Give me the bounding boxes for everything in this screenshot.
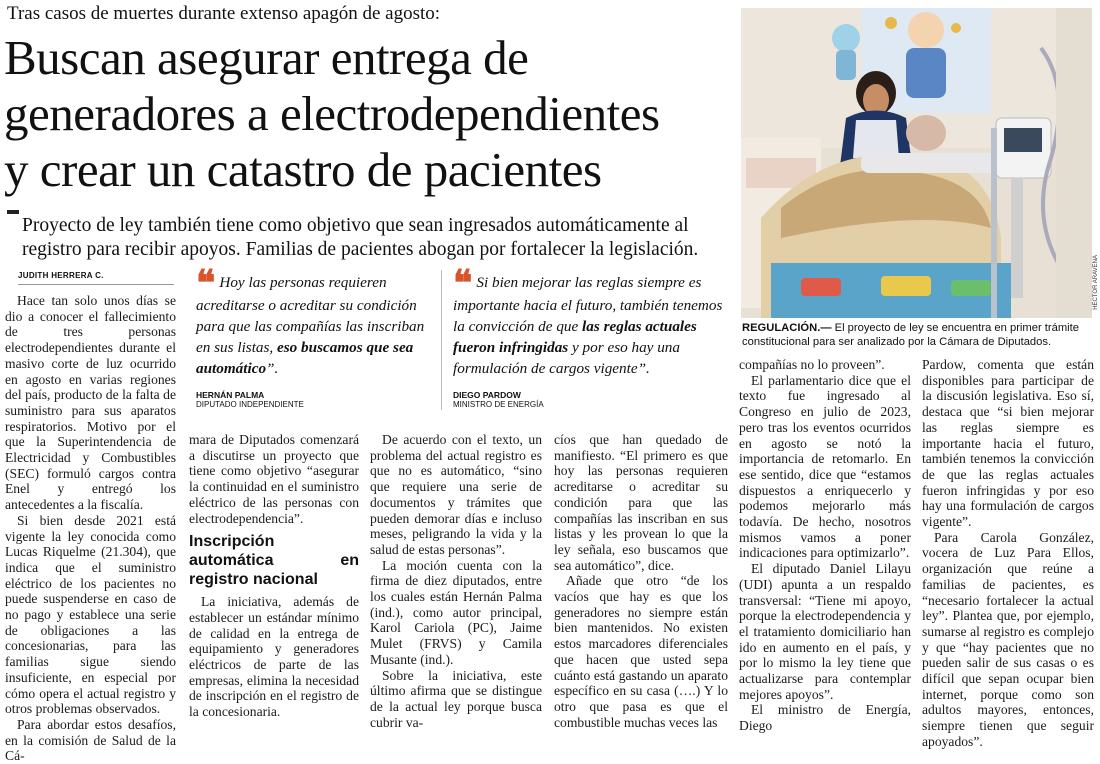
paragraph: De acuerdo con el texto, un problema del actual registro es que no es automático, “sino que requiere una serie de documentos y trámites que pueden demorar días e incluso meses, peligrando la vida y la salud de estas personas”. bbox=[370, 432, 542, 557]
caption-text: El proyecto de ley se encuentra en primer trámite constitucional para ser analizado por la Cámara de Diputados. bbox=[742, 322, 1079, 348]
paragraph: El ministro de Energía, Diego bbox=[739, 702, 911, 734]
paragraph: cíos que han quedado de manifiesto. “El primero es que hoy las personas requieren acreditarse o acreditar su condición para que las compañías las inscriban en sus listas y les provean lo que la ley señala, eso buscamos que sea automático”, dice. bbox=[554, 432, 728, 573]
quote-end: y por eso hay una formulación de cargos vigente”. bbox=[453, 339, 680, 377]
paragraph: Pardow, comenta que están disponibles para participar de la discusión legislativa. Eso sí, destaca que “si bien mejorar las reglas siempre es importante hacia el futuro, también tenemos la convicción de que las reglas actuales fueron infringidas y por eso hay una formulación de cargos vigente”. bbox=[922, 357, 1094, 530]
paragraph: Añade que otro “de los vacíos que hay es que los generadores no siempre están bien mantenidos. No existen estos marcadores diferenciales que hacen que usted sepa cuánto está gastando un aparato específico en su casa (….) Y lo otro que pasa es que el combustible muchas veces las bbox=[554, 573, 728, 730]
headline bbox=[4, 30, 729, 198]
quote-attribution bbox=[453, 390, 544, 409]
subhead-marker bbox=[7, 210, 19, 214]
quote-text: Si bien mejorar las reglas siempre es importante hacia el futuro, también tenemos la convicción de que bbox=[453, 274, 723, 335]
paragraph: La iniciativa, además de establecer un estándar mínimo de calidad en la entrega de equipamiento y generadores eléctricos de parte de las empresas, elimina la necesidad de inscripción en el registro de la concesionaria. bbox=[189, 594, 359, 720]
quote-text: Hoy las personas requieren acreditarse o acreditar su condición para que las compañías las inscriban en sus listas, bbox=[196, 274, 425, 356]
photo-illustration bbox=[741, 8, 1092, 318]
headline-line: generadores a electrodependientes bbox=[4, 86, 660, 141]
article-column-6 bbox=[922, 357, 1094, 750]
paragraph: Para Carola González, vocera de Luz Para Ellos, organización que reúne a familias de pacientes, es “necesario fortalecer la actual ley”. Plantea que, por ejemplo, sumarse al registro es complejo y que “hay pacientes que no pueden salir de sus casas o es difícil que sepan ocupar bien internet, porque como son adultos mayores, entonces, siempre tienen que seguir apoyados”. bbox=[922, 529, 1094, 749]
byline: JUDITH HERRERA C. bbox=[18, 271, 104, 280]
paragraph: Sobre la iniciativa, este último afirma que se distingue de la actual ley porque busca cubrir va- bbox=[370, 667, 542, 730]
quote-mark-icon: ❝ bbox=[453, 262, 473, 304]
article-column-3 bbox=[370, 432, 542, 730]
headline-line: y crear un catastro de pacientes bbox=[4, 142, 602, 197]
byline-rule bbox=[18, 284, 174, 285]
quote-name: HERNÁN PALMA bbox=[196, 390, 265, 400]
article-column-5 bbox=[739, 357, 911, 734]
quote-name: DIEGO PARDOW bbox=[453, 390, 521, 400]
paragraph: compañías no lo proveen”. bbox=[739, 357, 885, 372]
paragraph: Si bien desde 2021 está vigente la ley conocida como Lucas Riquelme (21.304), que indica que el suministro eléctrico de los pacientes no puede suspenderse en caso de no pago y establece una serie de obligaciones a las concesionarias, para las familias sigue siendo insuficiente, en especial por cómo opera el actual registro y otros problemas observados. bbox=[5, 512, 176, 717]
paragraph: Para abordar estos desafíos, en la comisión de Salud de la Cá- bbox=[5, 716, 176, 764]
photo-caption bbox=[742, 322, 1092, 349]
pull-quote-palma bbox=[196, 262, 431, 379]
section-subtitle: Inscripción automática en registro nacional bbox=[189, 533, 359, 589]
paragraph: Hace tan solo unos días se dio a conocer el fallecimiento de tres personas electrodependientes durante el masivo corte de luz ocurrido en agosto en varias regiones del país, producto de la falta de suministro para sus aparatos respiratorios. Motivo por el que la Superintendencia de Electricidad y Combustibles (SEC) formuló cargos contra Enel y entregó los antecedentes a la fiscalía. bbox=[5, 293, 176, 513]
photo-credit: HÉCTOR ARAVENA bbox=[1093, 255, 1099, 310]
quote-attribution bbox=[196, 390, 304, 409]
headline-line: Buscan asegurar entrega de bbox=[4, 30, 529, 85]
caption-label: REGULACIÓN.— bbox=[742, 322, 832, 334]
quote-bold: eso buscamos que sea automático bbox=[196, 339, 414, 377]
quote-role: MINISTRO DE ENERGÍA bbox=[453, 400, 544, 409]
article-column-4 bbox=[554, 432, 728, 730]
pull-quote-pardow bbox=[453, 262, 731, 379]
quote-mark-icon: ❝ bbox=[196, 262, 216, 304]
quote-bold: las reglas actuales fueron infringidas bbox=[453, 318, 697, 356]
paragraph: El diputado Daniel Lilayu (UDI) apunta a un respaldo transversal: “Tiene mi apoyo, porque la electrodependencia y el tratamiento domiciliario han ido en aumento en el país, y por lo mismo la ley tiene que actualizarse para contemplar mejores apoyos”. bbox=[739, 561, 911, 702]
kicker: Tras casos de muertes durante extenso apagón de agosto: bbox=[7, 3, 441, 24]
photo-nurse-patient bbox=[741, 8, 1092, 318]
paragraph: El parlamentario dice que el texto fue ingresado al Congreso en julio de 2023, pero tras los eventos ocurridos en agosto se notó la importancia de retomarlo. En ese sentido, dice que “estamos dispuestos a enriquecerlo y podemos mejorarlo más todavía. De hecho, nosotros mismos vamos a poner indicaciones para optimizarlo”. bbox=[739, 372, 911, 561]
article-column-2 bbox=[189, 432, 359, 720]
subhead: Proyecto de ley también tiene como objetivo que sean ingresados automáticamente al registro para recibir apoyos. Familias de pacientes abogan por fortalecer la legislación. bbox=[22, 215, 699, 260]
quote-divider bbox=[441, 270, 442, 410]
quote-role: DIPUTADO INDEPENDIENTE bbox=[196, 400, 304, 409]
paragraph: mara de Diputados comenzará a discutirse un proyecto que tiene como objetivo “asegurar la continuidad en el suministro eléctrico de las personas con electrodependencia”. bbox=[189, 432, 359, 526]
paragraph: La moción cuenta con la firma de diez diputados, entre los cuales están Hernán Palma (ind.), como autor principal, Karol Cariola (PC), Jaime Mulet (FRVS) y Camila Musante (ind.). bbox=[370, 557, 542, 667]
article-column-1 bbox=[5, 293, 176, 764]
quote-end: ”. bbox=[266, 360, 279, 377]
